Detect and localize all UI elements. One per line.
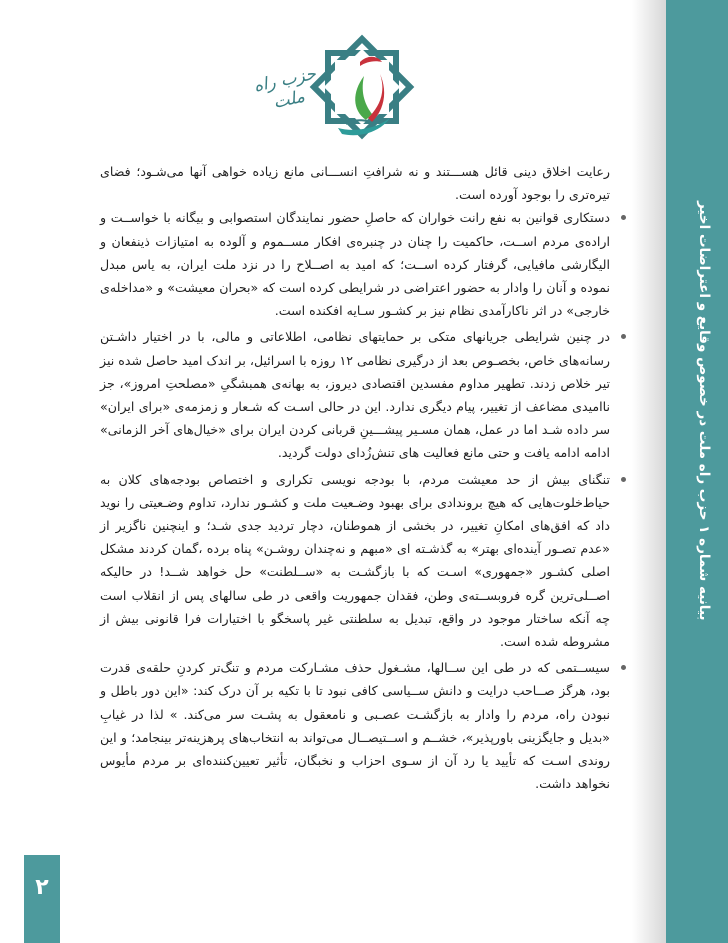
list-item xyxy=(100,206,610,322)
list-item xyxy=(100,325,610,464)
page-number: ۲ xyxy=(35,875,49,900)
bullet-icon xyxy=(621,215,626,220)
bullet-icon xyxy=(621,665,626,670)
logo-text: حزب راه ملت xyxy=(251,63,318,113)
list-item-text: تنگنای بیش از حد معیشت مردم، با بودجه نویسی تکراری و اختصاص بودجه‌های کلان به حیاط‌خلوت‌هایی که هیچ بروندادی برای بهبود وضـعیت ملت و کشـور ندارد، تداوم وضـعیتی را نوید داد که افق‌های امکانِ تغییر، در بخشی از هموطنان، دچار تردید جدی شـد؛ و اینچنین ناگزیر از «عدم تصـور آینده‌ای بهتر» به گذشـته ای «مبهم و نه‌چندان روشـن» پناه برده ،گمان کردند مشکل اصلی کشـور «جمهوری» اسـت که با بازگشـت به «ســلطنت» حل خواهد شــد! در حالیکه اصــلی‌ترین گره فروبســته‌ی وطن، فقدان جمهوریت واقعی در طی سالهای پس از انقلاب است چه آنکه ساختار موجود در واقع، تبدیل به سلطنتی غیر پاسخگو با اختیارات فرا قانونی بیش از مشروطه شده است. xyxy=(100,471,610,650)
bullet-icon xyxy=(621,334,626,339)
list-item xyxy=(100,468,610,654)
list-item xyxy=(100,656,610,795)
bullet-list xyxy=(100,206,610,795)
list-item-text: دستکاری قوانین به نفع رانت خواران که حاصلِ حضور نمایندگان استصوابی و بیگانه با خواســت و اراده‌ی مردم اســت، حاکمیت را چنان در چنبره‌ی افکار مســموم و آلوده به امتیازات ذینفعان و الیگارشی مافیایی، گرفتار کرده اســت؛ که امید به اصــلاح را در نزد ملت ایران، به یاس مبدل نموده و آنان را وادار به حضور اعتراضی در شرایطی کرده است که «بحران معیشت» و «مداخله‌ی خارجی» در اثر ناکارآمدی نظام نیز بر کشـور سـایه افکنده است. xyxy=(100,210,610,319)
page-number-tab xyxy=(24,855,60,943)
side-title: بیانیه شماره ۱ حزب راه ملت در خصوص وقایع و اعتراضات اخیر xyxy=(696,200,712,620)
document-body xyxy=(100,160,610,798)
list-item-text: سیســتمی که در طی این ســالها، مشـغول حذف مشـارکت مردم و تنگ‌تر کردنِ حلقه‌ی قدرت بود، هرگز صــاحب درایت و دانش ســیاسی کافی نبود تا با تکیه بر آن درک کند: «این دور باطل و نبودن راه، مردم را وادار به بازگشـت عصـبی و نامعقول به پشـت سر می‌کند. » لذا در غیابِ «بدیل و جایگزینی باورپذیر»، خشــم و اســتیصــال می‌تواند به انتخاب‌های پرهزینه‌تر بینجامد؛ و این روندی اسـت که تأیید یا رد آن از سـوی احزاب و نخبگان، تأثیر تعیین‌کننده‌ای بر مردم مأیوس نخواهد داشت. xyxy=(100,660,610,792)
bullet-icon xyxy=(621,477,626,482)
intro-paragraph: رعایت اخلاق دینی قائل هســـتند و نه شرافتِ انســـانی مانع زیاده خواهی آنها می‌شـود؛ فضای تیره‌تری را بوجود آورده است. xyxy=(100,164,610,203)
list-item-text: در چنین شرایطی جریانهای متکی بر حمایتهای نظامی، اطلاعاتی و مالی، با در اختیار داشـتن رسانه‌های خاص، بخصـوص بعد از درگیری نظامی ۱۲ روزه با اسرائیل، بر اندک امید حاصل شده نیز تیر خلاص زدند. تطهیر مداوم مفسدین اقتصادی دیروز، به بهانه‌ی همبشگیِ «مصلحتِ امروز»، جز ناامیدی مضاعف از تغییر، پیام دیگری ندارد. این در حالی اسـت که شـعار و زمزمه‌ی «برای ایران» سر داده شـد اما در عمل، همان مسـیر پیشـــینِ قربانی کردن ایران برای «خیال‌های آخر الزمانی» ادامه ادامه یافت و حتی مانع فعالیت های تنش‌زُدای دولت گردید. xyxy=(100,329,610,461)
page-edge-shadow xyxy=(632,0,666,943)
